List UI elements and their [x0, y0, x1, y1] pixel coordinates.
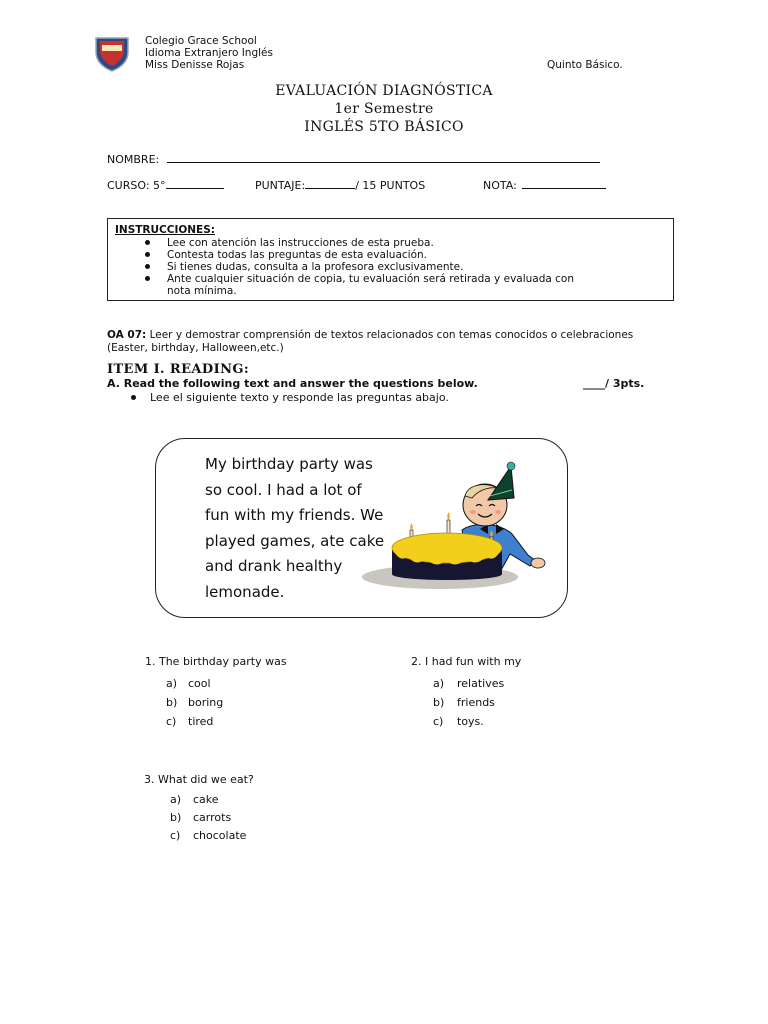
exam-title: EVALUACIÓN DIAGNÓSTICA — [275, 83, 493, 99]
subject-name: Idioma Extranjero Inglés — [145, 47, 273, 59]
instructions-title: INSTRUCCIONES: — [115, 224, 215, 236]
exam-subject: INGLÉS 5TO BÁSICO — [304, 119, 464, 135]
bullet-icon — [145, 240, 150, 245]
curso-field — [107, 177, 224, 192]
puntaje-label: PUNTAJE: — [255, 179, 306, 192]
oa-objective — [107, 329, 687, 355]
puntaje-field — [255, 177, 425, 192]
option-b[interactable]: b) boring — [166, 696, 224, 709]
story-line: played games, ate cake — [205, 531, 385, 550]
story-line: lemonade. — [205, 582, 285, 601]
story-line: fun with my friends. We — [205, 506, 384, 524]
nombre-input-line[interactable] — [167, 151, 600, 163]
instructions-list — [145, 237, 574, 297]
item-title: ITEM I. READING: — [107, 362, 250, 377]
exam-semester: 1er Semestre — [334, 101, 434, 117]
question-1 — [145, 655, 287, 731]
question-prompt: 3. What did we eat? — [144, 773, 254, 786]
nombre-label: NOMBRE: — [107, 153, 160, 166]
question-prompt: 1. The birthday party was — [145, 655, 287, 668]
curso-label: CURSO: 5° — [107, 179, 166, 192]
school-logo — [93, 36, 131, 72]
instruction-item: Contesta todas las preguntas de esta evaluación. — [145, 249, 574, 261]
instruction-item: Ante cualquier situación de copia, tu evaluación será retirada y evaluada con — [145, 273, 574, 285]
story-line: My birthday party was — [205, 455, 373, 473]
nombre-field — [107, 151, 600, 166]
option-c[interactable]: c) tired — [166, 715, 214, 728]
question-prompt: 2. I had fun with my — [411, 655, 522, 668]
question-options — [166, 674, 287, 731]
oa-label: OA 07: — [107, 329, 147, 341]
bullet-icon — [131, 395, 136, 400]
nota-input-line[interactable] — [522, 177, 606, 189]
instructions-box — [107, 218, 674, 301]
bullet-icon — [145, 252, 150, 257]
option-c[interactable]: c) toys. — [433, 715, 484, 728]
instruction-item: Si tienes dudas, consulta a la profesora exclusivamente. — [145, 261, 574, 273]
bullet-icon — [145, 276, 150, 281]
bullet-icon — [145, 264, 150, 269]
option-b[interactable]: b) friends — [433, 696, 495, 709]
nota-field — [483, 177, 606, 192]
story-line: so cool. I had a lot of — [205, 480, 362, 499]
question-2 — [411, 655, 521, 731]
instruction-item: Lee con atención las instrucciones de esta prueba. — [145, 237, 574, 249]
item-instruction: A. Read the following text and answer the questions below. — [107, 377, 478, 390]
option-a[interactable]: a) cool — [166, 677, 211, 690]
story-text — [205, 452, 384, 605]
story-line: and drank healthy — [205, 557, 343, 575]
birthday-boy-cake-illustration — [360, 460, 550, 595]
puntos-label: / 15 PUNTOS — [355, 179, 426, 192]
option-c[interactable]: c) chocolate — [170, 829, 247, 842]
item-subinstruction: Lee el siguiente texto y responde las preguntas abajo. — [131, 391, 449, 404]
school-name: Colegio Grace School — [145, 35, 257, 47]
oa-text-examples: (Easter, birthday, Halloween,etc.) — [107, 342, 284, 354]
question-options — [170, 791, 254, 845]
item-score: ____/ 3pts. — [583, 377, 645, 390]
puntaje-input-line[interactable] — [305, 177, 355, 189]
oa-text: Leer y demostrar comprensión de textos relacionados con temas conocidos o celebraciones — [149, 329, 634, 341]
instruction-item-continued: nota mínima. — [167, 285, 237, 297]
nota-label: NOTA: — [483, 179, 517, 192]
teacher-name: Miss Denisse Rojas — [145, 59, 245, 71]
option-a[interactable]: a) cake — [170, 793, 219, 806]
grade-label: Quinto Básico. — [547, 59, 623, 71]
question-options — [433, 674, 521, 731]
curso-input-line[interactable] — [166, 177, 224, 189]
option-b[interactable]: b) carrots — [170, 811, 232, 824]
option-a[interactable]: a) relatives — [433, 677, 505, 690]
question-3 — [144, 773, 254, 845]
